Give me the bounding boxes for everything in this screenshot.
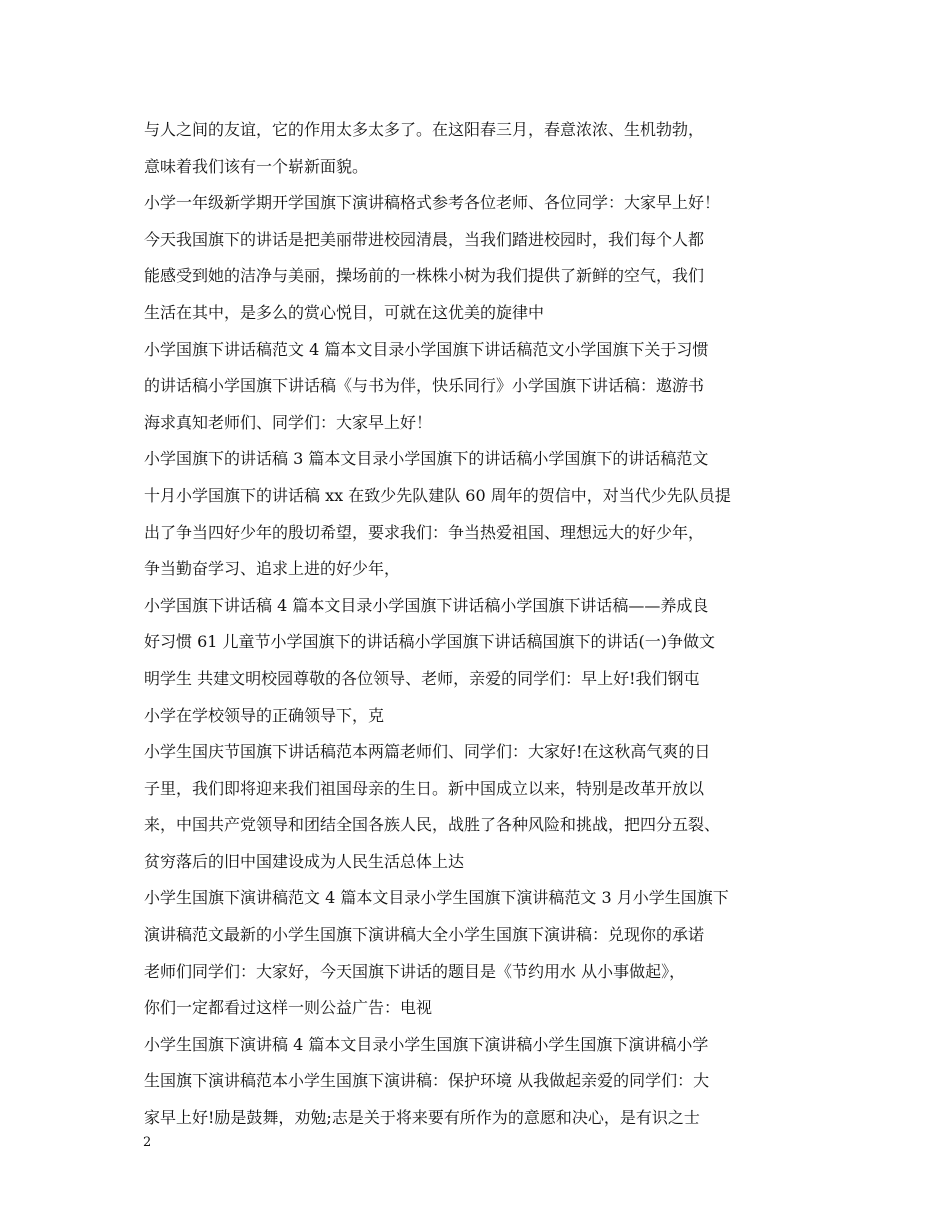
text-line: 今天我国旗下的讲话是把美丽带进校园清晨，当我们踏进校园时，我们每个人都: [144, 229, 705, 249]
text-line: 贫穷落后的旧中国建设成为人民生活总体上达: [144, 851, 465, 871]
text-line: 家早上好!励是鼓舞，劝勉;志是关于将来要有所作为的意愿和决心，是有识之士: [144, 1108, 700, 1128]
text-line: 小学在学校领导的正确领导下，克: [144, 705, 385, 725]
text-line: 小学生国旗下演讲稿范文 4 篇本文目录小学生国旗下演讲稿范文 3 月小学生国旗下: [144, 888, 729, 908]
text-line: 明学生 共建文明校园尊敬的各位领导、老师，亲爱的同学们：早上好!我们钢屯: [144, 668, 700, 688]
text-line: 老师们同学们：大家好，今天国旗下讲话的题目是《节约用水 从小事做起》，: [144, 961, 686, 981]
text-line: 小学国旗下讲话稿范文 4 篇本文目录小学国旗下讲话稿范文小学国旗下关于习惯: [144, 339, 709, 359]
body-text: [144, 112, 834, 1137]
text-line: 小学国旗下的讲话稿 3 篇本文目录小学国旗下的讲话稿小学国旗下的讲话稿范文: [144, 449, 709, 469]
text-line: 的讲话稿小学国旗下讲话稿《与书为伴，快乐同行》小学国旗下讲话稿：遨游书: [144, 376, 705, 396]
text-line: 生国旗下演讲稿范本小学生国旗下演讲稿：保护环境 从我做起亲爱的同学们：大: [144, 1071, 710, 1091]
text-line: 小学国旗下讲话稿 4 篇本文目录小学国旗下讲话稿小学国旗下讲话稿——养成良: [144, 595, 709, 615]
text-line: 与人之间的友谊，它的作用太多太多了。在这阳春三月，春意浓浓、生机勃勃，: [144, 120, 705, 139]
text-line: 出了争当四好少年的殷切希望，要求我们：争当热爱祖国、理想远大的好少年，: [144, 522, 705, 542]
text-line: 十月小学国旗下的讲话稿 xx 在致少先队建队 60 周年的贺信中，对当代少先队员提: [144, 485, 731, 505]
text-line: 能感受到她的洁净与美丽，操场前的一株株小树为我们提供了新鲜的空气，我们: [144, 266, 705, 286]
page-number: 2: [143, 1135, 152, 1150]
text-line: 生活在其中，是多么的赏心悦目，可就在这优美的旋律中: [144, 302, 545, 322]
text-line: 争当勤奋学习、追求上进的好少年，: [144, 559, 401, 579]
text-line: 你们一定都看过这样一则公益广告：电视: [144, 998, 433, 1018]
text-line: 意味着我们该有一个崭新面貌。: [144, 156, 369, 176]
text-line: 来，中国共产党领导和团结全国各族人民，战胜了各种风险和挑战，把四分五裂、: [144, 815, 721, 835]
text-line: 子里，我们即将迎来我们祖国母亲的生日。新中国成立以来，特别是改革开放以: [144, 778, 705, 798]
text-line: 海求真知老师们、同学们：大家早上好！: [144, 412, 433, 432]
text-line: 小学生国庆节国旗下讲话稿范本两篇老师们、同学们：大家好!在这秋高气爽的日: [144, 742, 711, 762]
text-line: 好习惯 61 儿童节小学国旗下的讲话稿小学国旗下讲话稿国旗下的讲话(一)争做文: [144, 632, 716, 652]
text-line: 小学一年级新学期开学国旗下演讲稿格式参考各位老师、各位同学：大家早上好！: [144, 193, 721, 213]
text-line: 小学生国旗下演讲稿 4 篇本文目录小学生国旗下演讲稿小学生国旗下演讲稿小学: [144, 1034, 709, 1054]
text-line: 演讲稿范文最新的小学生国旗下演讲稿大全小学生国旗下演讲稿：兑现你的承诺: [144, 925, 705, 945]
